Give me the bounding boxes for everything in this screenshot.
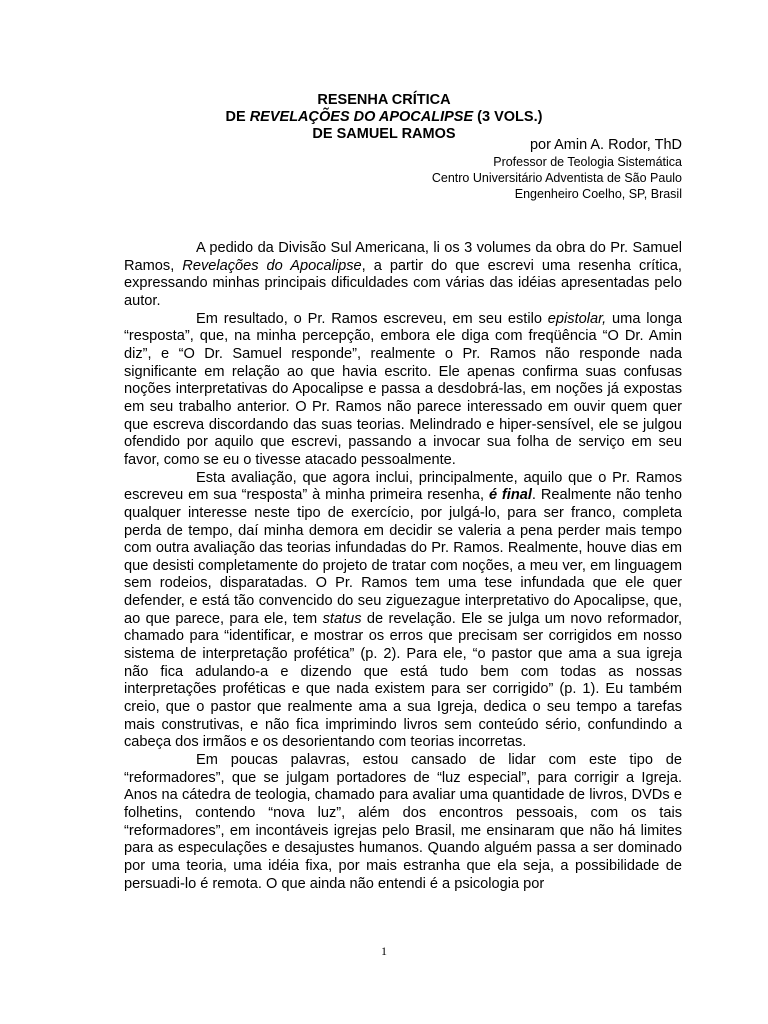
- paragraph-2: [124, 311, 682, 470]
- paragraph-1: [124, 240, 682, 311]
- paragraph-1-book-title: Revelações do Apocalipse: [182, 257, 362, 274]
- author-byline: [432, 136, 682, 202]
- author-name: por Amin A. Rodor, ThD: [529, 137, 682, 153]
- author-location: Engenheiro Coelho, SP, Brasil: [514, 187, 682, 201]
- paragraph-3-text-end: de revelação. Ele se julga um novo reformador, chamado para “identificar, e mostrar os erros que precisam ser corrigidos em nosso sistema de interpretação profética” (p. 2). Para ele, “o pastor que ama a sua igreja não fica adulando-a e dizendo que está tudo bem com todas as nossas interpretações proféticas e que nada existem para ser corrigido” (p. 1). Eu também creio, que o pastor que realmente ama a sua Igreja, dedica o seu tempo a tarefas mais construtivas, e não fica imprimindo livros sem conteúdo sério, confundindo a cabeça dos irmãos e os desorientando com teorias incorretas.: [124, 610, 682, 751]
- paragraph-4: [124, 752, 682, 893]
- author-position: Professor de Teologia Sistemática: [493, 155, 682, 169]
- paragraph-2-text-end: uma longa “resposta”, que, na minha percepção, embora ele diga com freqüência “O Dr. Amin diz”, e “O Dr. Samuel responde”, realmente o Pr. Ramos não responde nada significante em relação ao que havia escrito. Ele apenas confirma suas confusas noções interpretativas do Apocalipse e passa a desdobrá-las, em noções já expostas em seu trabalho anterior. O Pr. Ramos não parece interessado em ouvir quem quer que escreva discordando das suas teorias. Melindrado e hiper-sensível, ele se julgou ofendido por aquilo que escrevi, passando a invocar sua folha de serviço em seu favor, como se eu o tivesse atacado pessoalmente.: [124, 310, 682, 468]
- paragraph-2-emphasis: epistolar,: [547, 310, 607, 327]
- author-institution: Centro Universitário Adventista de São Paulo: [431, 171, 682, 185]
- title-line-2-prefix: DE: [225, 109, 250, 125]
- body-text: [124, 240, 682, 893]
- title-line-2-suffix: (3 VOLS.): [473, 109, 543, 125]
- paragraph-1-text: A pedido da Divisão Sul Americana, li os 3 volumes da obra do Pr. Samuel Ramos,: [124, 240, 682, 274]
- paragraph-3-text-middle: . Realmente não tenho qualquer interesse neste tipo de exercício, por julgá-lo, para ser franco, completa perda de tempo, daí minha demora em decidir se valeria a pena perder mais tempo com outra avaliação das teorias infundadas do Pr. Ramos. Realmente, houve dias em que desisti completamente do projeto de tratar com noções, a meu ver, em linguagem sem rodeios, disparatadas. O Pr. Ramos tem uma tese infundada que ele quer defender, e está tão convencido do seu ziguezague interpretativo do Apocalipse, que, ao que parece, para ele, tem: [124, 487, 682, 627]
- paragraph-1-text-end: , a partir do que escrevi uma resenha crítica, expressando minhas principais dificuldades com várias das idéias apresentadas pelo autor.: [124, 257, 682, 309]
- paragraph-3-emphasis: é final: [488, 487, 532, 504]
- title-line-3: DE SAMUEL RAMOS: [312, 126, 456, 142]
- paragraph-3: [124, 470, 682, 753]
- paragraph-4-text: Em poucas palavras, estou cansado de lidar com este tipo de “reformadores”, que se julgam portadores de “luz especial”, para corrigir a Igreja. Anos na cátedra de teologia, chamado para avaliar uma quantidade de livros, DVDs e folhetins, contendo “nova luz”, além dos encontros pessoais, com os tais “reformadores”, em incontáveis igrejas pelo Brasil, me ensinaram que não há limites para as especulações e desajustes humanos. Quando alguém passa a ser dominado por uma teoria, uma idéia fixa, por mais estranha que ela seja, a possibilidade de persuadi-lo é remota. O que ainda não entendi é a psicologia por: [124, 752, 682, 892]
- book-title: REVELAÇÕES DO APOCALIPSE: [249, 109, 474, 125]
- paragraph-2-text: Em resultado, o Pr. Ramos escreveu, em seu estilo: [196, 310, 548, 327]
- title-line-1: RESENHA CRÍTICA: [317, 92, 451, 108]
- page-number: 1: [381, 944, 387, 958]
- title-line-2: [0, 109, 768, 126]
- paragraph-3-status-word: status: [322, 610, 362, 627]
- paragraph-3-text: Esta avaliação, que agora inclui, principalmente, aquilo que o Pr. Ramos escreveu em sua “resposta” à minha primeira resenha,: [124, 469, 682, 504]
